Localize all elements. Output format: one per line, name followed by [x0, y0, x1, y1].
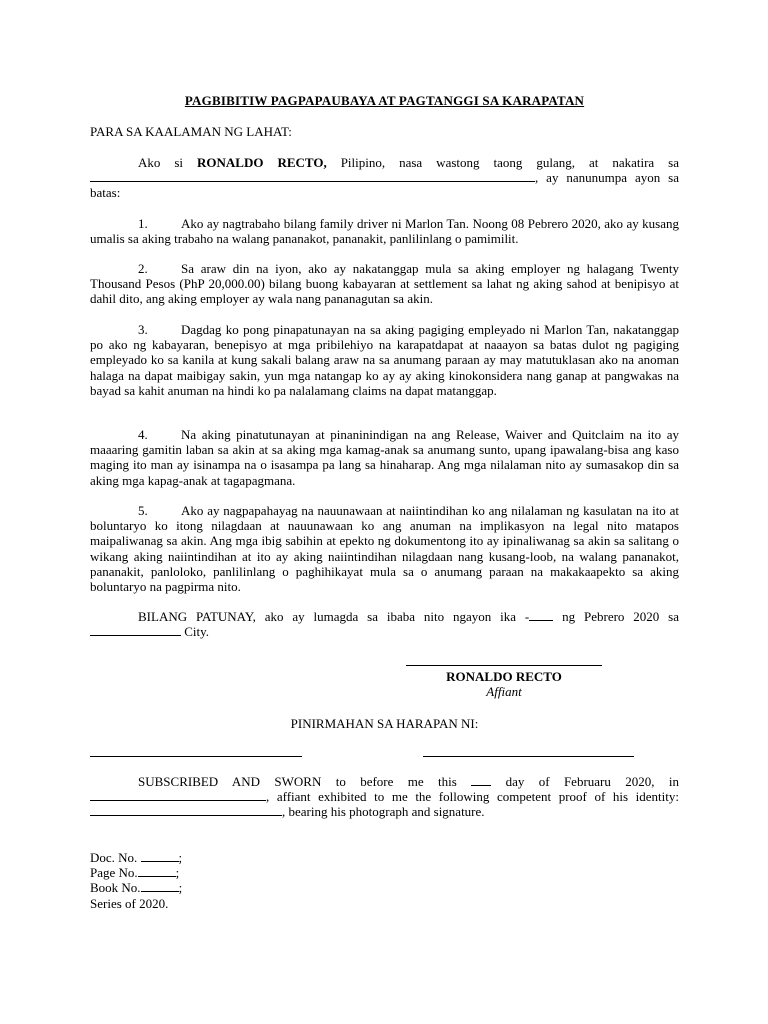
jurat-p1: SUBSCRIBED AND SWORN to before me this — [138, 774, 472, 789]
intro-post1: Pilipino, nasa wastong taong gulang, at nakatira sa — [326, 155, 680, 170]
paragraph-4 — [90, 427, 679, 488]
address-blank — [90, 170, 535, 182]
paragraph-number: 2. — [138, 261, 148, 276]
jurat-day-blank — [471, 774, 491, 786]
city-blank — [90, 624, 181, 636]
paragraph-3 — [90, 322, 679, 398]
attestation-paragraph — [90, 609, 679, 639]
doc-no-line: Doc. No. ; — [90, 850, 183, 865]
page-no-line: Page No. ; — [90, 865, 180, 881]
paragraph-number: 3. — [138, 322, 148, 337]
paragraph-text: Dagdag ko pong pinapatunayan na sa aking pagiging empleyado ni Marlon Tan, nakatanggap po ako ng kabayaran, benepisyo at mga pribilehiyo na karapatdapat at naaayon sa batas dulot ng pagiging empleyado ko sa kanila at kung sakali balang araw na sa anumang paraan ay may matutuklasan ako na anoman halaga na dapat maibigay sakin, yun mga natangap ko ay ay aking kinokonsidera nang ganap at pangwakas na bayad sa kahit anuman na hindi ko pa nalalamang claims na dapat matanggap. — [90, 322, 679, 398]
paragraph-1 — [90, 216, 679, 246]
series-line: Series of 2020. — [90, 895, 169, 911]
intro-post2: , ay nanunumpa ayon sa batas: — [90, 170, 679, 201]
paragraph-number: 4. — [138, 427, 148, 442]
attestation-pre: BILANG PATUNAY, ako ay lumagda sa ibaba nito ngayon ika - — [138, 609, 530, 624]
notarial-register-info — [90, 850, 182, 911]
salutation: PARA SA KAALAMAN NG LAHAT: — [90, 124, 292, 139]
document-title: PAGBIBITIW PAGPAPAUBAYA AT PAGTANGGI SA KARAPATAN — [184, 93, 585, 108]
jurat-p2: day of Februaru 2020, in — [491, 774, 680, 789]
affiant-name: RONALDO RECTO, — [197, 155, 327, 170]
intro-paragraph — [90, 155, 679, 201]
proof-of-identity-blank — [90, 804, 282, 816]
jurat-p3: , affiant exhibited to me the following competent proof of his identity: — [266, 789, 679, 805]
paragraph-2 — [90, 261, 679, 307]
jurat-paragraph — [90, 774, 679, 820]
paragraph-text: Ako ay nagtrabaho bilang family driver ni Marlon Tan. Noong 08 Pebrero 2020, ako ay kusang umalis sa aking trabaho na walang pananakot, pananakit, panlilinlang o pamimilit. — [90, 216, 679, 247]
paragraph-number: 1. — [138, 216, 148, 231]
paragraph-number: 5. — [138, 503, 148, 518]
intro-pre: Ako si — [138, 155, 198, 170]
paragraph-text: Ako ay nagpapahayag na nauunawaan at naiintindihan ko ang nilalaman ng kasulatan na ito at boluntaryo ko itong nilagdaan at nauunawaan ko ang anuman na implikasyon na legal nito matapos maipaliwanag sa akin. Ang mga ibig sabihin at epekto ng dokumentong ito ay ipinaliwanag sa akin sa salitang o wikang aking naiintindihan at ito ay aking naiintindihan nilagdaan nang kusang-loob, na walang pananakot, pananakit, panloloko, panlilinlang o paghihikayat mula sa o anumang paraan na makakaapekto sa aking boluntaryo na pagpirma nito. — [90, 503, 679, 595]
attestation-post: City. — [181, 624, 210, 640]
paragraph-text: Sa araw din na iyon, ako ay nakatanggap mula sa aking employer ng halagang Twenty Thousand Pesos (PhP 20,000.00) bilang buong kabayaran at settlement sa lahat ng aking sahod at benipisyo at dahil dito, ang aking employer ay wala nang pananagutan sa akin. — [90, 261, 679, 307]
jurat-p4: , bearing his photograph and signature. — [282, 804, 485, 820]
witness-signature-line-1 — [90, 756, 302, 757]
attestation-mid: ng Pebrero 2020 sa — [553, 609, 680, 624]
book-no-line: Book No. ; — [90, 880, 183, 896]
paragraph-5 — [90, 503, 679, 594]
day-blank — [529, 609, 553, 621]
jurat-place-blank — [90, 789, 266, 801]
witness-signature-line-2 — [423, 756, 634, 757]
signatory-name: RONALDO RECTO — [446, 669, 562, 684]
affiant-signature-line — [406, 665, 602, 666]
signatory-role: Affiant — [486, 684, 522, 699]
witness-heading: PINIRMAHAN SA HARAPAN NI: — [290, 716, 479, 731]
paragraph-text: Na aking pinatutunayan at pinaninindigan na ang Release, Waiver and Quitclaim na ito ay maaaring gamitin laban sa akin at sa aking mga kamag-anak sa anumang sunto, upang ipawalang-bisa ang kaso maging ito man ay isinampa na o isasampa pa lang sa hinaharap. Ang mga nilalaman nito ay sumasakop din sa aking mga kapag-anak at tagapagmana. — [90, 427, 679, 488]
